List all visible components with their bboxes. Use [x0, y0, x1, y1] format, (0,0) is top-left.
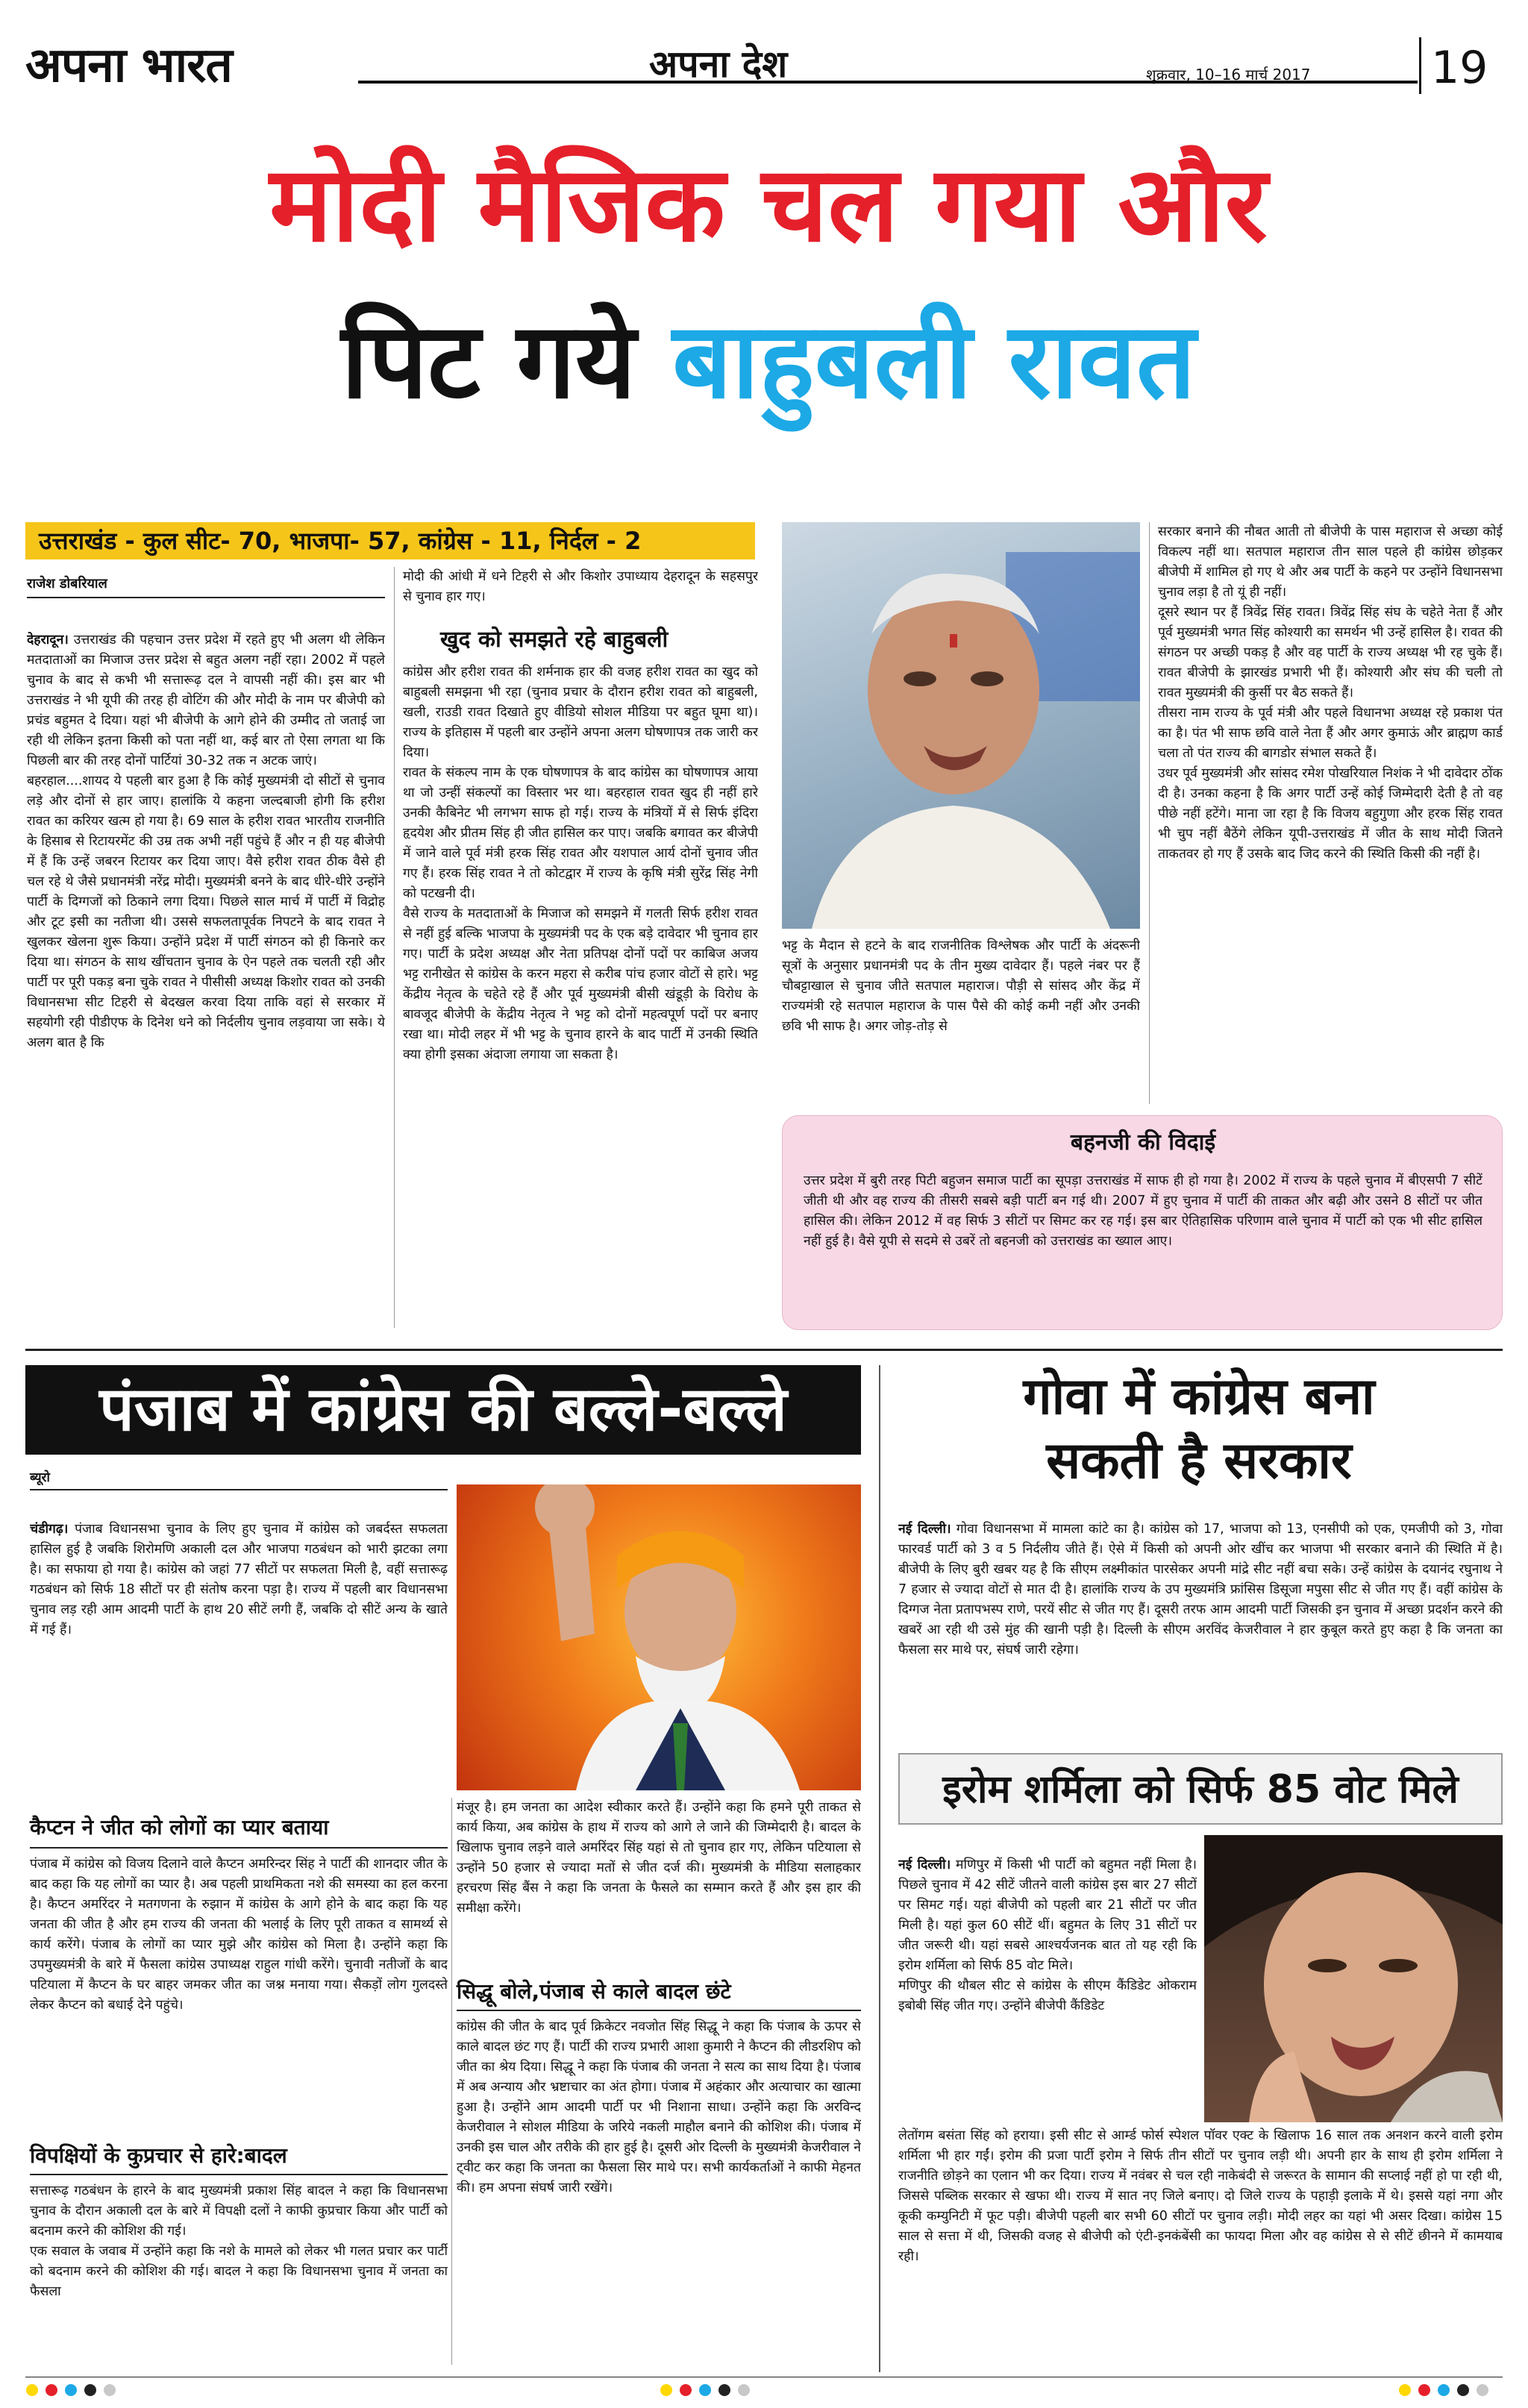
punjab-subhead-3: सिद्धू बोले,पंजाब से काले बादल छंटे [457, 1979, 731, 2004]
uttarakhand-dateline: देहरादून। [27, 633, 69, 648]
crying-woman-photo-icon [1204, 1835, 1503, 2122]
registration-dot [104, 2384, 116, 2396]
registration-dot [26, 2384, 38, 2396]
uttarakhand-column-3: भट्ट के मैदान से हटने के बाद राजनीतिक विश्लेषक और पार्टी के अंदरूनी सूत्रों के अनुसार प्रधानमंत्री पद के तीन मुख्य दावेदार हैं। पहले नंबर पर हैं चौबट्टाखाल से चुनाव जीते सतपाल महाराज। पौड़ी से सांसद और केंद्र में राज्यमंत्री रहे सतपाल महाराज के पास पैसे की कोई कमी नहीं और उनकी छवि भी साफ है। अगर जोड़-तोड़ से [782, 938, 1140, 1034]
punjab-sub1-rule [30, 1847, 448, 1849]
page-number: 19 [1431, 42, 1488, 94]
punjab-byline-rule [30, 1489, 448, 1490]
registration-dot [699, 2384, 711, 2396]
punjab-sub2-rule [30, 2174, 448, 2175]
irom-left-body: मणिपुर में किसी भी पार्टी को बहुमत नहीं मिला है। पिछले चुनाव में 42 सीटें जीतने वाली कांग्रेस इस बार 27 सीटों पर सिमट गई। यहां बीजेपी को पहली बार 21 सीटों पर जीत मिली है। यहां कुल 60 सीटें थीं। बहुमत के लिए 31 सीटों पर जीत जरूरी थी। यहां सबसे आश्चर्यजनक बात तो यह रही कि इरोम शर्मिला को सिर्फ 85 वोट मिले। मणिपुर की थौबल सीट से कांग्रेस के सीएम कैंडिडेट ओकराम इबोबी सिंह जीत गए। उन्होंने बीजेपी कैंडिडेट [898, 1857, 1197, 2013]
punjab-sub3-text: कांग्रेस की जीत के बाद पूर्व क्रिकेटर नवजोत सिंह सिद्धू ने कहा कि पंजाब के ऊपर से काले बादल छंट गए हैं। पार्टी की राज्य प्रभारी आशा कुमारी ने कैप्टन की लीडरशिप को जीत का श्रेय दिया। सिद्धू ने कहा कि पंजाब की जनता ने सत्य का साथ दिया है। पंजाब में अब अन्याय और भ्रष्टाचार का अंत होगा। पंजाब में अहंकार और अत्याचार का खात्मा हुआ है। उन्होंने आम आदमी पार्टी पर भी निशाना साधा। उन्होंने कहा कि अरविन्द केजरीवाल ने सोशल मीडिया के जरिये नकली माहौल बनाने की कोशिश की। पंजाब में उनकी इस चाल और तरीके की हार हुई है। दूसरी ओर दिल्ली के मुख्यमंत्री केजरीवाल ने ट्वीट कर कहा कि जनता का फैसला सिर माथे पर। सभी कार्यकर्ताओं ने काफी मेहनत की। हम अपना संघर्ष जारी रखेंगे। [457, 2019, 861, 2195]
byline-rule [27, 597, 385, 598]
punjab-sub1-text: पंजाब में कांग्रेस को विजय दिलाने वाले कैप्टन अमरिन्दर सिंह ने पार्टी की शानदार जीत के बाद कहा कि यह लोगों का प्यार है। अब पहली प्राथमिकता नशे की समस्या का हल करना है। कैप्टन अमरिंदर ने मतगणना के रुझान में कांग्रेस के आगे होने के बाद कहा कि यह जनता की जीत है और हम राज्य की जनता की भलाई के लिए पूरी ताकत व सामर्थ्य से कार्य करेंगे। पंजाब के लोगों का प्यार मुझे और कांग्रेस को मिला है। उन्होंने कहा कि उपमुख्यमंत्री के बारे में फैसला कांग्रेस उपाध्यक्ष राहुल गांधी करेंगे। चुनावी नतीजों के बाद पटियाला में कैप्टन के घर बाहर जमकर जीत का जश्न मनाया गया। सैकड़ों लोग गुलदस्ते लेकर कैप्टन को बधाई देने पहुंचे। [30, 1857, 448, 2013]
punjab-lead [30, 1499, 448, 1805]
irom-left-text [898, 1835, 1197, 2119]
section-title: अपना देश [649, 42, 788, 86]
irom-headline: इरोम शर्मिला को सिर्फ 85 वोट मिले [942, 1767, 1459, 1812]
uttarakhand-stats-bar: उत्तराखंड - कुल सीट- 70, भाजपा- 57, कांग्रेस - 11, निर्दल - 2 [25, 522, 755, 559]
registration-dot [660, 2384, 672, 2396]
registration-dot [65, 2384, 77, 2396]
goa-headline-line2: सकती है सरकार [1046, 1432, 1352, 1490]
registration-dot [1438, 2384, 1450, 2396]
harish-rawat-photo [782, 522, 1140, 929]
registration-dot [1399, 2384, 1411, 2396]
punjab-column-divider [451, 1798, 452, 2365]
headline-blue-part: बाहुबली रावत [672, 301, 1196, 422]
masthead-date: शुक्रवार, 10–16 मार्च 2017 [1146, 66, 1311, 84]
person-photo-icon [782, 522, 1140, 929]
goa-text [898, 1499, 1503, 1746]
punjab-lead-text: पंजाब विधानसभा चुनाव के लिए हुए चुनाव में कांग्रेस को जबर्दस्त सफलता हासिल हुई है जबकि शिरोमणि अकाली दल और भाजपा गठबंधन को भारी झटका लगा है। का सफाया हो गया है। कांग्रेस को जहां 77 सीटों पर सफलता मिली है, वहीं सत्तारूढ़ गठबंधन को सिर्फ 18 सीटों पर ही संतोष करना पड़ा है। राज्य में पहली बार विधानसभा चुनाव लड़ रही आम आदमी पार्टी के हाथ 20 सीटें लगी हैं, जबकि दो सीटें अन्य के खाते में गई हैं। [30, 1522, 448, 1637]
registration-dot [84, 2384, 96, 2396]
behanji-box [782, 1115, 1503, 1330]
registration-dot [1477, 2384, 1488, 2396]
behanji-text: उत्तर प्रदेश में बुरी तरह पिटी बहुजन समाज पार्टी का सूपड़ा उत्तराखंड में साफ ही हो गया है। 2002 में राज्य के पहले चुनाव में बीएसपी 7 सीटें जीती थी और वह राज्य की तीसरी सबसे बड़ी पार्टी बन गई थी। 2007 में हुए चुनाव में पार्टी की ताकत और बढ़ी और उसने 8 सीटों पर जीत हासिल की। लेकिन 2012 में वह सिर्फ 3 सीटों पर सिमट कर रह गई। इस बार ऐतिहासिक परिणाम वाले चुनाव में पार्टी को एक भी सीट हासिल नहीं हुई है। वैसे यूपी से सदमे से उबरें तो बहनजी को उत्तराखंड का ख्याल आए। [804, 1173, 1482, 1249]
masthead-logo: अपना भारत [25, 37, 232, 93]
punjab-headline: पंजाब में कांग्रेस की बल्ले-बल्ले [99, 1374, 787, 1445]
punjab-subhead-1: कैप्टन ने जीत को लोगों का प्यार बताया [30, 1815, 329, 1840]
amarinder-photo [457, 1484, 861, 1790]
behanji-title: बहनजी की विदाई [1070, 1129, 1216, 1156]
registration-dot [1418, 2384, 1430, 2396]
punjab-sub3-rule [457, 2010, 861, 2011]
uttarakhand-byline: राजेश डोबरियाल [27, 576, 107, 592]
goa-headline-line1: गोवा में कांग्रेस बना [1023, 1367, 1375, 1426]
punjab-sub2-text: सत्तारूढ़ गठबंधन के हारने के बाद मुख्यमंत्री प्रकाश सिंह बादल ने कहा कि विधानसभा चुनाव के दौरान अकाली दल के बारे में विपक्षी दलों ने काफी कुप्रचार किया और पार्टी को बदनाम करने की कोशिश की गई। एक सवाल के जवाब में उन्होंने कहा कि नशे के मामले को लेकर भी गलत प्रचार कर पार्टी को बदनाम करने की कोशिश की गई। बादल ने कहा कि विधानसभा चुनाव में जनता का फैसला [30, 2183, 448, 2299]
footer-color-dots-center [657, 2384, 754, 2399]
irom-dateline: नई दिल्ली। [898, 1857, 951, 1872]
registration-dot [1457, 2384, 1469, 2396]
goa-headline [895, 1365, 1503, 1493]
uttarakhand-column-4: सरकार बनाने की नौबत आती तो बीजेपी के पास महाराज से अच्छा कोई विकल्प नहीं था। सतपाल महाराज तीन साल पहले ही कांग्रेस छोड़कर बीजेपी में शामिल हो गए थे और अब पार्टी के कहने पर उन्होंने विधानसभा चुनाव लड़ा है तो यूं ही नहीं। दूसरे स्थान पर हैं त्रिवेंद्र सिंह रावत। त्रिवेंद्र सिंह संघ के चहेते नेता हैं और पूर्व मुख्यमंत्री भगत सिंह कोश्यारी का समर्थन भी उन्हें हासिल है। रावत की संगठन पर अच्छी पकड़ है और वह पार्टी के राज्य अध्यक्ष भी रह चुके हैं। रावत बीजेपी के झारखंड प्रभारी भी हैं। कोश्यारी और संघ की चली तो रावत मुख्यमंत्री की कुर्सी पर बैठ सकते हैं। तीसरा नाम राज्य के पूर्व मंत्री और पहले विधानभा अध्यक्ष रहे प्रकाश पंत का है। पंत भी साफ छवि वाले नेता हैं और अगर कुमाऊं और ब्राह्मण कार्ड चला तो पंत राज्य की बागडोर संभाल सकते हैं। उधर पूर्व मुख्यमंत्री और सांसद रमेश पोखरियाल निशंक ने भी दावेदार ठोंक दी है। उनका कहना है कि अगर पार्टी उन्हें कोई जिम्मेदारी देती है तो वह पीछे नहीं हटेंगे। माना जा रहा है कि विजय बहुगुणा और हरक सिंह रावत भी चुप नहीं बैठेंगे लेकिन यूपी-उत्तराखंड में जीत के साथ मोदी जितने ताकतवर हो गए हैं उसके बाद जिद करने की स्थिति किसी की नहीं है। [1158, 524, 1503, 862]
uttarakhand-column-1 [27, 610, 385, 1326]
main-headline-line2 [60, 298, 1477, 425]
uttarakhand-column-2: कांग्रेस और हरीश रावत की शर्मनाक हार की वजह हरीश रावत का खुद को बाहुबली समझना भी रहा (चुनाव प्रचार के दौरान हरीश रावत को बाहुबली, खली, राउडी रावत दिखाते हुए वीडियो सोशल मीडिया पर बहुत घूमा था)। राज्य के इतिहास में पहली बार उन्होंने अपना अलग घोषणापत्र तक जारी कर दिया। रावत के संकल्प नाम के एक घोषणापत्र के बाद कांग्रेस का घोषणापत्र आया था जो उन्हीं संकल्पों का विस्तार भर था। बहरहाल रावत खुद ही नहीं हारे उनकी कैबिनेट भी लगभग साफ हो गई। राज्य के मंत्रियों में से सिर्फ इंदिरा हृदयेश और प्रीतम सिंह ही जीत हासिल कर पाए। जबकि बगावत कर बीजेपी में जाने वाले पूर्व मंत्री हरक सिंह रावत और यशपाल आर्य दोनों चुनाव जीत गए हैं। हरक सिंह रावत ने तो कोटद्वार में राज्य के कृषि मंत्री सुरेंद्र सिंह नेगी को पटखनी दी। वैसे राज्य के मतदाताओं के मिजाज को समझने में गलती सिर्फ हरीश रावत से नहीं हुई बल्कि भाजपा के मुख्यमंत्री पद के एक बड़े दावेदार भी चुनाव हार गए। पार्टी के प्रदेश अध्यक्ष और नेता प्रतिपक्ष दोनों पदों पर काबिज अजय भट्ट रानीखेत से कांग्रेस के करन महरा से करीब पांच हजार वोटों से हारे। भट्ट केंद्रीय नेतृत्व के चहेते रहे हैं और पूर्व मुख्यमंत्री बीसी खंडूड़ी के विरोध के बावजूद बीजेपी के केंद्रीय नेतृत्व ने भट्ट को दोनों महत्वपूर्ण पदों पर बनाए रखा था। मोदी लहर में भी भट्ट के चुनाव हारने के बाद पार्टी में उनकी स्थिति क्या होगी इसका अंदाजा लगाया जा सकता है। [403, 665, 758, 1062]
uttarakhand-column-2-top: मोदी की आंधी में धने टिहरी से और किशोर उपाध्याय देहरादून के सहसपुर से चुनाव हार गए। [403, 569, 758, 604]
headline-black-part: पिट गये [341, 301, 636, 422]
vertical-section-divider [879, 1365, 880, 2372]
punjab-headline-box [25, 1365, 861, 1455]
punjab-byline: ब्यूरो [30, 1470, 50, 1485]
punjab-dateline: चंडीगढ़। [30, 1522, 69, 1537]
uttarakhand-col1-text: उत्तराखंड की पहचान उत्तर प्रदेश में रहते हुए भी अलग थी लेकिन मतदाताओं का मिजाज उत्तर प्रदेश से बहुत अलग नहीं रहा। 2002 में पहले चुनाव के बाद से कभी भी सत्तारूढ़ दल ने वापसी नहीं की। इस बार भी उत्तराखंड ने भी यूपी की तरह ही वोटिंग की और मोदी के नाम पर बीजेपी को प्रचंड बहुमत दे दिया। यहां भी बीजेपी के आगे होने की उम्मीद तो जताई जा रही थी लेकिन इतना किसी को पता नहीं था, कई बार तो ऐसा लगता था कि पिछली बार की तरह दोनों पार्टियां 30-32 तक न अटक जाएं। बहरहाल....शायद ये पहली बार हुआ है कि कोई मुख्यमंत्री दो सीटों से चुनाव लड़े और दोनों से हार जाए। हालांकि ये कहना जल्दबाजी होगी कि हरीश रावत का करियर खत्म हो गया है। 69 साल के हरीश रावत भारतीय राजनीति के हिसाब से रिटायरमेंट की उम्र तक अभी नहीं पहुंचे हैं और न ही यह बीजेपी में हैं कि उन्हें जबरन रिटायर कर दिया जाए। वैसे हरीश रावत ठीक वैसे ही चल रहे थे जैसे प्रधानमंत्री नरेंद्र मोदी। मुख्यमंत्री बनने के बाद धीरे-धीरे उन्होंने पार्टी के दिग्गजों को ठिकाने लगा दिया। पिछले साल मार्च में पार्टी में विद्रोह और टूट इसी का नतीजा थी। उससे सफलतापूर्वक निपटने के बाद रावत ने खुलकर खेलना शुरू किया। उन्होंने प्रदेश में पार्टी संगठन को ही किनारे कर दिया था। संगठन के साथ खींचतान चुनाव के ऐन पहले तक चलती रही और पार्टी पर पूरी पकड़ बना चुके रावत ने पीसीसी अध्यक्ष किशोर रावत को उनकी विधानसभा सीट टिहरी से बेदखल करवा दिया ताकि वहां से सरकार में सहयोगी रही पीडीएफ के दिनेश धने को निर्दलीय चुनाव लड़वाया जा सके। ये अलग बात है कि [27, 633, 385, 1050]
registration-dot [680, 2384, 692, 2396]
registration-dot [718, 2384, 730, 2396]
main-headline-line1: मोदी मैजिक चल गया और [269, 144, 1268, 266]
irom-headline-box [898, 1753, 1503, 1825]
registration-dot [46, 2384, 57, 2396]
footer-color-dots-left [22, 2384, 119, 2399]
punjab-right-text: मंजूर है। हम जनता का आदेश स्वीकार करते हैं। उन्होंने कहा कि हमने पूरी ताकत से कार्य किया, अब कांग्रेस के हाथ में राज्य को आगे ले जाने की जिम्मेदारी है। बादल के खिलाफ चुनाव लड़ने वाले अमरिंदर सिंह यहां से तो चुनाव हार गए, लेकिन पटियाला से उन्होंने 50 हजार से ज्यादा मतों से जीत दर्ज की। मुख्यमंत्री के मीडिया सलाहकार हरचरण सिंह बैंस ने कहा कि जनता के फैसले का सम्मान करते हैं और इस हार की समीक्षा करेंगे। [457, 1800, 861, 1916]
section-separator [25, 1349, 1503, 1351]
irom-photo [1204, 1835, 1503, 2122]
page-number-divider [1419, 37, 1421, 94]
irom-bottom-text: लेतोंगम बसंता सिंह को हराया। इसी सीट से आर्म्ड फोर्स स्पेशल पॉवर एक्ट के खिलाफ 16 साल तक अनशन करने वाली इरोम शर्मिला भी हार गईं। इरोम की प्रजा पार्टी इरोम ने सिर्फ तीन सीटों पर चुनाव लड़ी थी। अपनी हार के साथ ही इरोम शर्मिला ने राजनीति छोड़ने का एलान भी कर दिया। राज्य में नवंबर से चल रही नाकेबंदी से जरूरत के सामान की सप्लाई नहीं हो पा रही थी, जिससे पब्लिक सरकार से खफा थी। राज्य में सात नए जिले बनाए। दो जिले राज्य के पहाड़ी इलाके में थे। इससे यहां नगा और कूकी कम्युनिटी में फूट पड़ी। बीजेपी पहली बार सभी 60 सीटों पर चुनाव लड़ी। मोदी लहर का यहां भी असर दिखा। कांग्रेस 15 साल से सत्ता में थी, जिसकी वजह से बीजेपी को एंटी-इनकंबेंसी का फायदा मिला और वह कांग्रेस से से सीटें छीनने में कामयाब रही। [898, 2128, 1503, 2264]
column-divider-2 [1149, 522, 1150, 1104]
masthead [0, 0, 1528, 104]
footer-color-dots-right [1395, 2384, 1492, 2399]
waving-leader-photo-icon [457, 1484, 861, 1790]
uttarakhand-subhead: खुद को समझते रहे बाहुबली [440, 627, 668, 653]
goa-body: गोवा विधानसभा में मामला कांटे का है। कांग्रेस को 17, भाजपा को 13, एनसीपी को एक, एमजीपी को 3, गोवा फारवर्ड पार्टी को 3 व 5 निर्दलीय जीते हैं। ऐसे में किसी को अपनी ओर खींच कर भाजपा भी सरकार बनाने की स्थिति में है। बीजेपी के लिए बुरी खबर यह है कि सीएम लक्ष्मीकांत पारसेकर अपनी मांद्रे सीट नहीं बचा सके। उन्हें कांग्रेस के दयानंद रघुनाथ ने 7 हजार से ज्यादा वोटों से मात दी है। हालांकि राज्य के उप मुख्यमंत्रि फ्रांसिस डिसूजा मपुसा सीट से जीत गए हैं। वहीं कांग्रेस के दिग्गज नेता प्रतापभस्प राणे, परयें सीट से जीत गए हैं। दूसरी तरफ आम आदमी पार्टी जिसकी इन चुनाव में अच्छा प्रदर्शन करने की खबरें आ रही थी उसे मुंह की खानी पड़ी है। दिल्ली के सीएम अरविंद केजरीवाल ने हार कुबूल करते हुए कहा है कि जनता का फैसला सर माथे पर, संघर्ष जारी रहेगा। [898, 1522, 1503, 1658]
punjab-subhead-2: विपक्षियों के कुप्रचार से हारे:बादल [30, 2143, 287, 2168]
goa-dateline: नई दिल्ली। [898, 1522, 951, 1537]
column-divider [394, 567, 395, 1328]
registration-dot [738, 2384, 750, 2396]
